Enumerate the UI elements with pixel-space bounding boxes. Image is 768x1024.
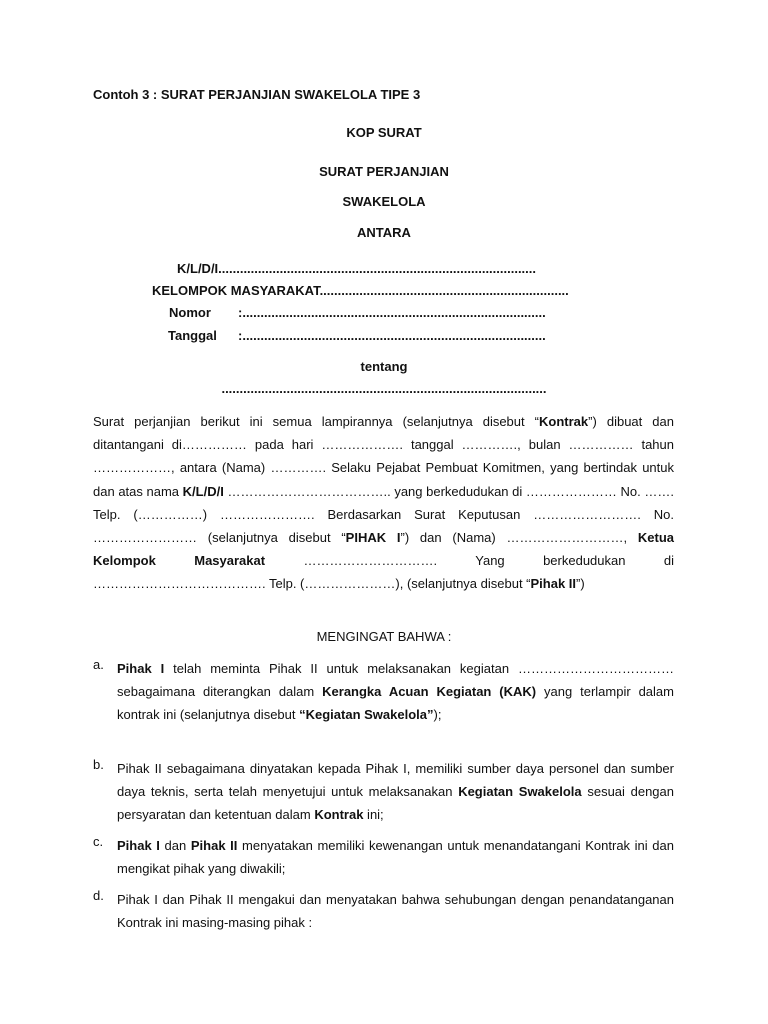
- heading-kop-surat: KOP SURAT: [346, 125, 422, 140]
- field-kldi: K/L/D/I........................................................................................: [177, 261, 537, 276]
- field-nomor-value: :....................................................................................: [238, 305, 546, 320]
- heading-swakelola: SWAKELOLA: [342, 194, 426, 209]
- list-item-b: b. Pihak II sebagaimana dinyatakan kepada Pihak I, memiliki sumber daya personel dan sumber daya teknis, serta telah menyetujui untuk melaksanakan Kegiatan Swakelola sesuai dengan persyaratan dan ketentuan dalam Kontrak ini;: [93, 757, 674, 823]
- list-item-d: d. Pihak I dan Pihak II mengakui dan menyatakan bahwa sehubungan dengan penandatanganan Kontrak ini masing-masing pihak :: [93, 888, 674, 931]
- list-item-c: c. Pihak I dan Pihak II menyatakan memiliki kewenangan untuk menandatangani Kontrak ini dan mengikat pihak yang diwakili;: [93, 834, 674, 877]
- field-kelompok-masyarakat: KELOMPOK MASYARAKAT.....................................................................: [152, 283, 569, 298]
- heading-surat-perjanjian: SURAT PERJANJIAN: [319, 164, 449, 179]
- list-item-a: a. Pihak I telah meminta Pihak II untuk melaksanakan kegiatan ……………………………… sebagaimana diterangkan dalam Kerangka Acuan Kegiatan (KAK) yang terlampir dalam kontrak ini (selanjutnya disebut “Kegiatan Swakelola”);: [93, 657, 674, 723]
- field-nomor-label: Nomor: [169, 305, 211, 320]
- tentang-fill: ..........................................................................................: [221, 381, 547, 396]
- field-tanggal-value: :....................................................................................: [238, 328, 546, 343]
- intro-paragraph: Surat perjanjian berikut ini semua lampirannya (selanjutnya disebut “Kontrak”) dibuat dan ditantangani di…………… pada hari ………………. tanggal …………., bulan …………… tahun ………………, antara (Nama) …………. Selaku Pejabat Pembuat Komitmen, yang bertindak untuk dan atas nama K/L/D/I ……………………………….. yang berkedudukan di ………………… No. ……. Telp. (……………) …………………. Berdasarkan Surat Keputusan ……………………. No. …………………… (selanjutnya disebut “PIHAK I”) dan (Nama) ………………………, Ketua Kelompok Masyarakat …………………………. Yang berkedudukan di …………………………………. Telp. (…………………), (selanjutnya disebut “Pihak II”): [93, 414, 675, 592]
- document-title: Contoh 3 : SURAT PERJANJIAN SWAKELOLA TIPE 3: [93, 87, 421, 102]
- heading-mengingat-bahwa: MENGINGAT BAHWA :: [316, 629, 452, 644]
- heading-tentang: tentang: [360, 359, 408, 374]
- heading-antara: ANTARA: [357, 225, 411, 240]
- field-tanggal-label: Tanggal: [168, 328, 217, 343]
